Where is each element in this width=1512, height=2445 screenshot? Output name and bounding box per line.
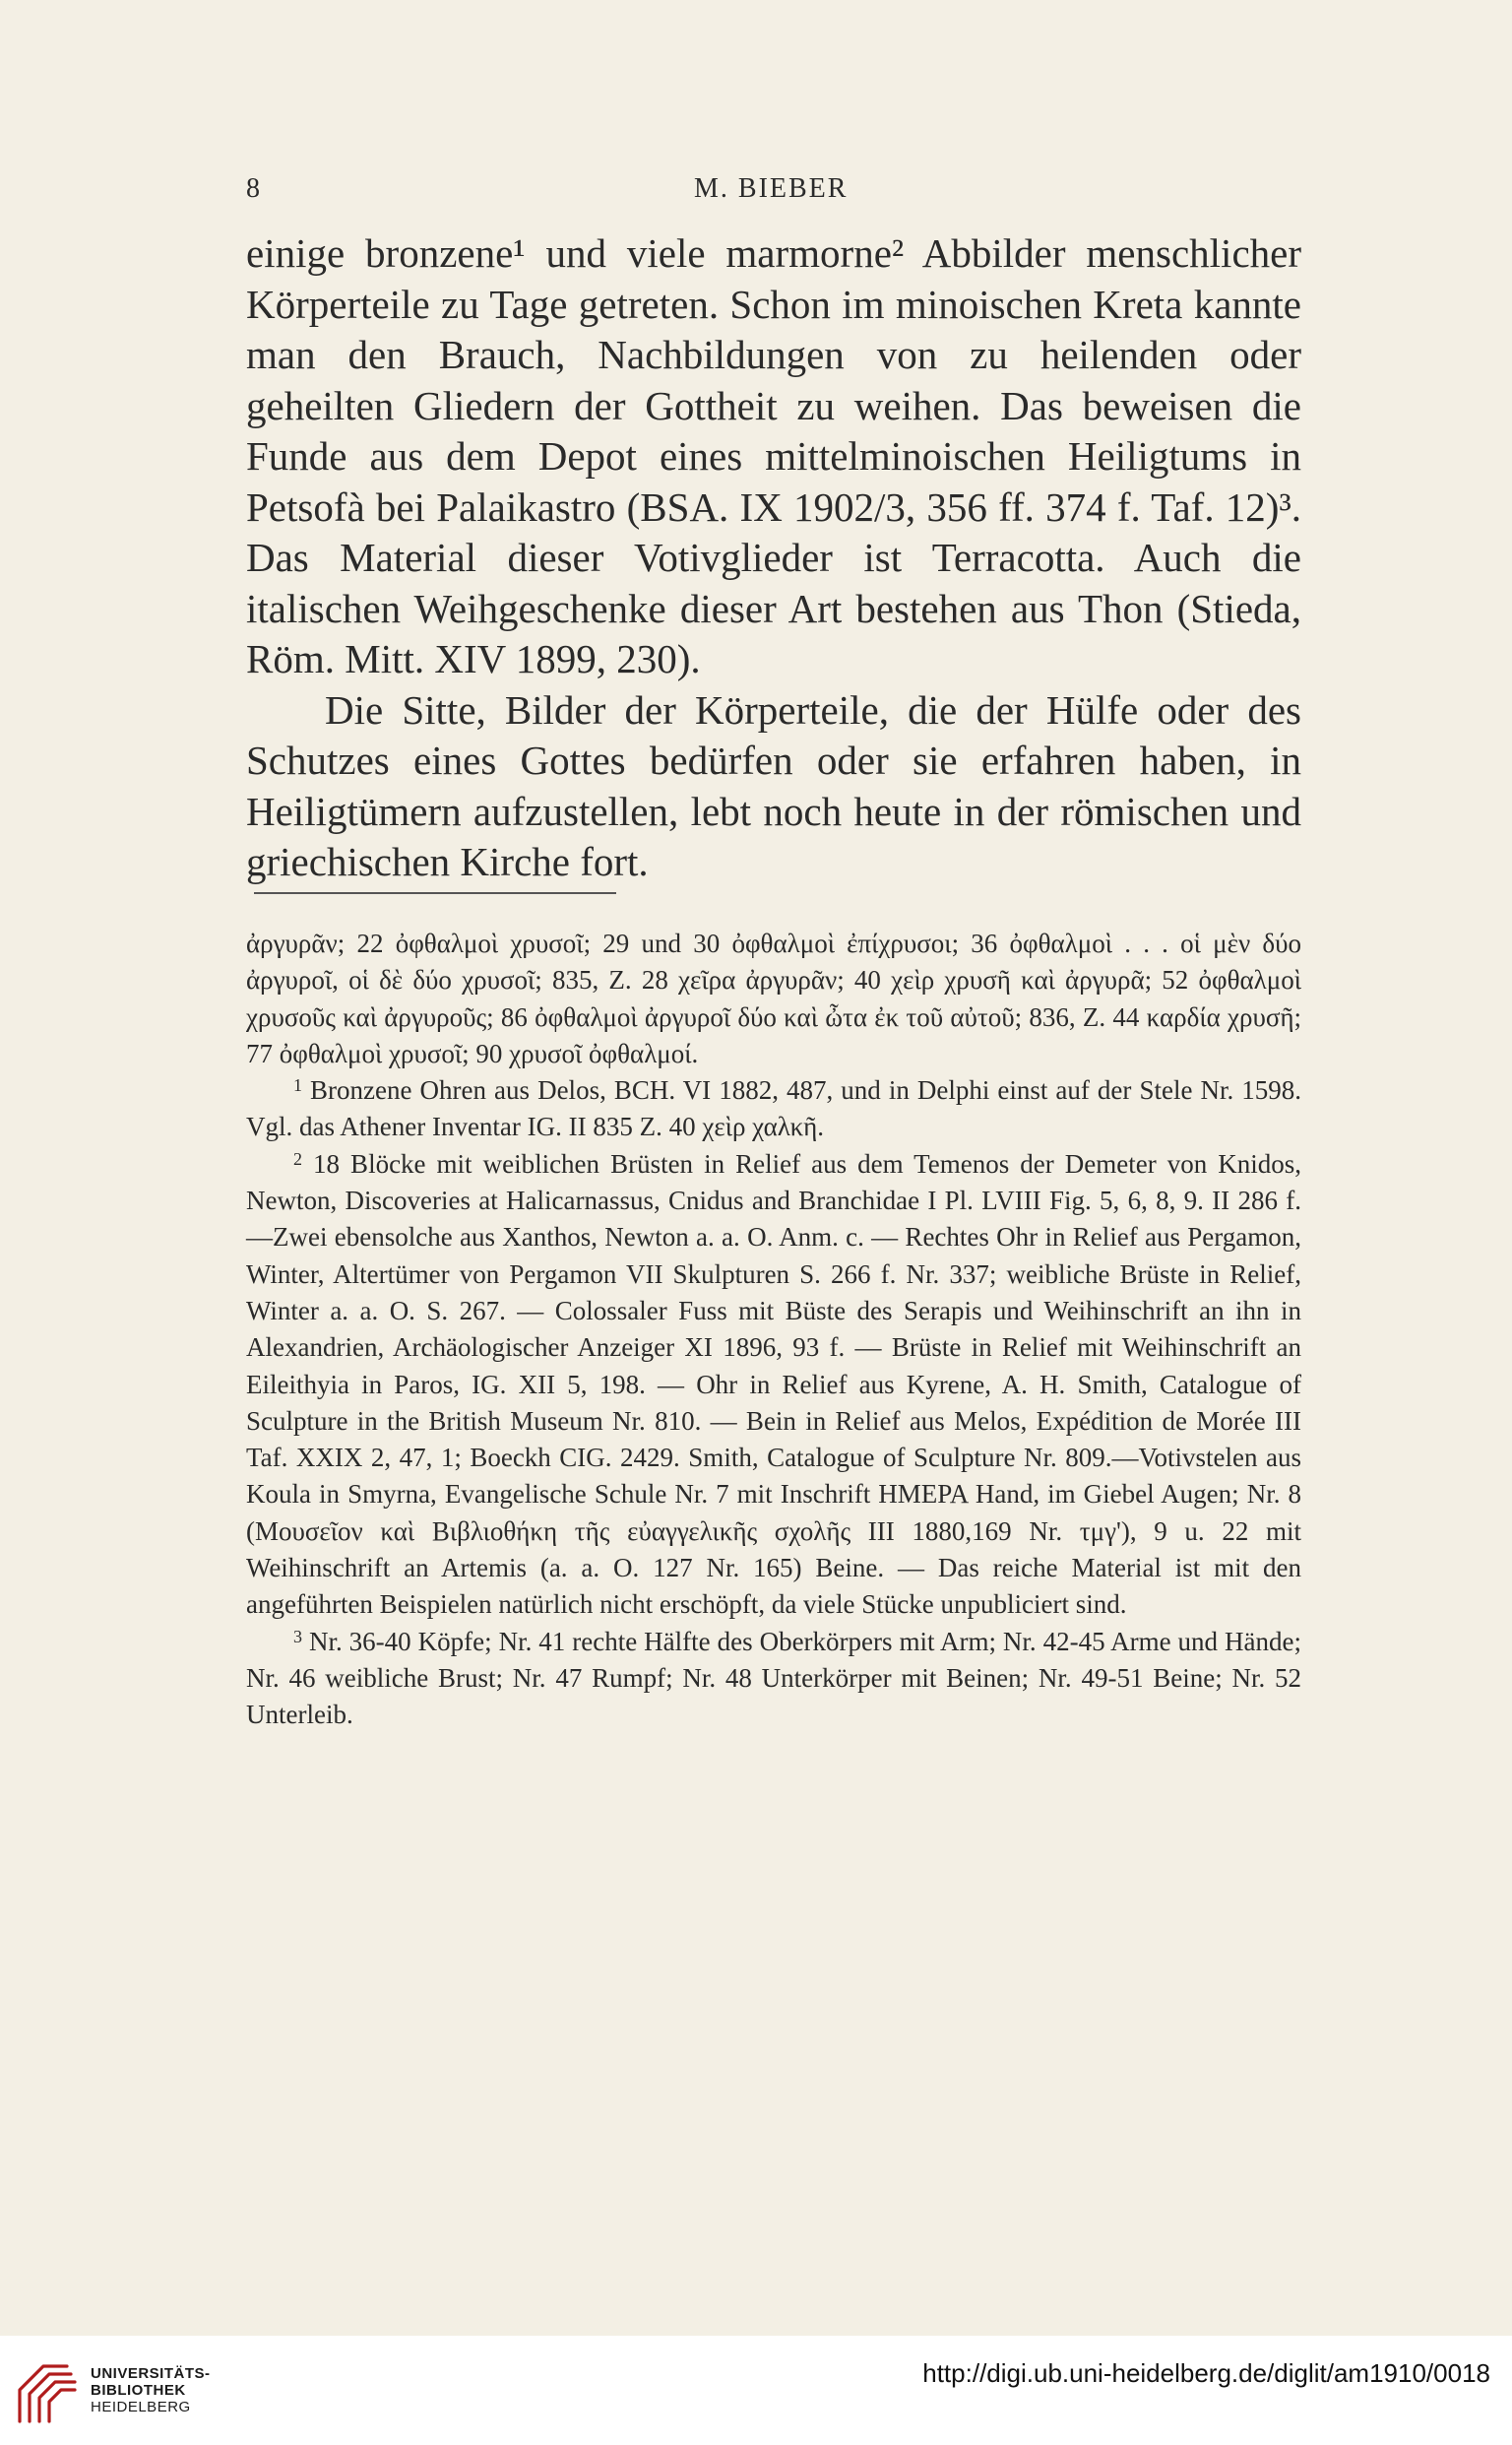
footnote-text: Bronzene Ohren aus Delos, BCH. VI 1882, 487, und in Delphi einst auf der Stele Nr. 1598. Vgl. das Athener Inventar IG. II 835 Z. 40 χεὶρ χαλκῆ. (246, 1075, 1302, 1142)
page-header (246, 173, 1301, 213)
body-paragraph-1: einige bronzene¹ und viele marmorne² Abbilder menschlicher Körperteile zu Tage getreten. Schon im minoischen Kreta kannte man den Brauch, Nachbildungen von zu heilenden oder geheilten Gliedern der Gottheit zu weihen. Das beweisen die Funde aus dem Depot eines mittelminoischen Heiligtums in Petsofà bei Palaikastro (BSA. IX 1902/3, 356 ff. 374 f. Taf. 12)³. Das Material dieser Votivglieder ist Terracotta. Auch die italischen Weihgeschenke dieser Art bestehen aus Thon (Stieda, Röm. Mitt. XIV 1899, 230). (246, 230, 1301, 681)
footnote-1 (246, 1072, 1301, 1146)
running-title: M. BIEBER (694, 173, 849, 204)
page-number: 8 (246, 173, 260, 204)
body-paragraph-2: Die Sitte, Bilder der Körperteile, die der Hülfe oder des Schutzes eines Gottes bedürfen oder sie erfahren haben, in Heiligtümern aufzustellen, lebt noch heute in der römischen und griechischen Kirche fort. (246, 686, 1301, 884)
footnote-marker: 3 (293, 1626, 302, 1646)
footnote-separator (254, 892, 616, 894)
source-url-link[interactable]: http://digi.ub.uni-heidelberg.de/diglit/am1910/0018 (922, 2358, 1490, 2388)
digitization-footer (0, 2336, 1512, 2445)
footnote-2 (246, 1146, 1301, 1624)
footnote-3 (246, 1624, 1301, 1734)
footnote-marker: 2 (293, 1148, 302, 1169)
footnote-text: 18 Blöcke mit weiblichen Brüsten in Relief aus dem Temenos der Demeter von Knidos, Newton, Discoveries at Halicarnassus, Cnidus and Branchidae I Pl. LVIII Fig. 5, 6, 8, 9. II 286 f.—Zwei ebensolche aus Xanthos, Newton a. a. O. Anm. c. — Rechtes Ohr in Relief aus Pergamon, Winter, Altertümer von Pergamon VII Skulpturen S. 266 f. Nr. 337; weibliche Brüste in Relief, Winter a. a. O. S. 267. — Colossaler Fuss mit Büste des Serapis und Weihinschrift an ihn in Alexandrien, Archäologischer Anzeiger XI 1896, 93 f. — Brüste in Relief mit Weihinschrift an Eileithyia in Paros, IG. XII 5, 198. — Ohr in Relief aus Kyrene, A. H. Smith, Catalogue of Sculpture in the British Museum Nr. 810. — Bein in Relief aus Melos, Expédition de Morée III Taf. XXIX 2, 47, 1; Boeckh CIG. 2429. Smith, Catalogue of Sculpture Nr. 809.—Votivstelen aus Koula in Smyrna, Evangelische Schule Nr. 7 mit Inschrift ΗΜΕΡΑ Hand, im Giebel Augen; Nr. 8 (Μουσεῖον καὶ Βιβλιοθήκη τῆς εὐαγγελικῆς σχολῆς III 1880,169 Nr. τμγ'), 9 u. 22 mit Weihinschrift an Artemis (a. a. O. 127 Nr. 165) Beine. — Das reiche Material ist mit den angeführten Beispielen natürlich nicht erschöpft, da viele Stücke unpubliciert sind. (246, 1148, 1302, 1620)
library-logo-icon (14, 2356, 81, 2425)
library-name: UNIVERSITÄTS- BIBLIOTHEK HEIDELBERG (91, 2365, 211, 2415)
footnotes (246, 926, 1301, 1734)
main-text (246, 228, 1301, 888)
footnote-text: Nr. 36-40 Köpfe; Nr. 41 rechte Hälfte des Oberkörpers mit Arm; Nr. 42-45 Arme und Hände; Nr. 46 weibliche Brust; Nr. 47 Rumpf; Nr. 48 Unterkörper mit Beinen; Nr. 49-51 Beine; Nr. 52 Unterleib. (246, 1626, 1301, 1730)
footnote-marker: 1 (293, 1075, 302, 1096)
footnote-continuation: ἀργυρᾶν; 22 ὀφθαλμοὶ χρυσοῖ; 29 und 30 ὀφθαλμοὶ ἐπίχρυσοι; 36 ὀφθαλμοὶ . . . οἱ μὲν δύο ἀργυροῖ, οἱ δὲ δύο χρυσοῖ; 835, Z. 28 χεῖρα ἀργυρᾶν; 40 χεὶρ χρυσῆ καὶ ἀργυρᾶ; 52 ὀφθαλμοὶ χρυσοῦς καὶ ἀργυροῦς; 86 ὀφθαλμοὶ ἀργυροῖ δύο καὶ ὦτα ἐκ τοῦ αὐτοῦ; 836, Z. 44 καρδία χρυσῆ; 77 ὀφθαλμοὶ χρυσοῖ; 90 χρυσοῖ ὀφθαλμοί. (246, 929, 1301, 1068)
